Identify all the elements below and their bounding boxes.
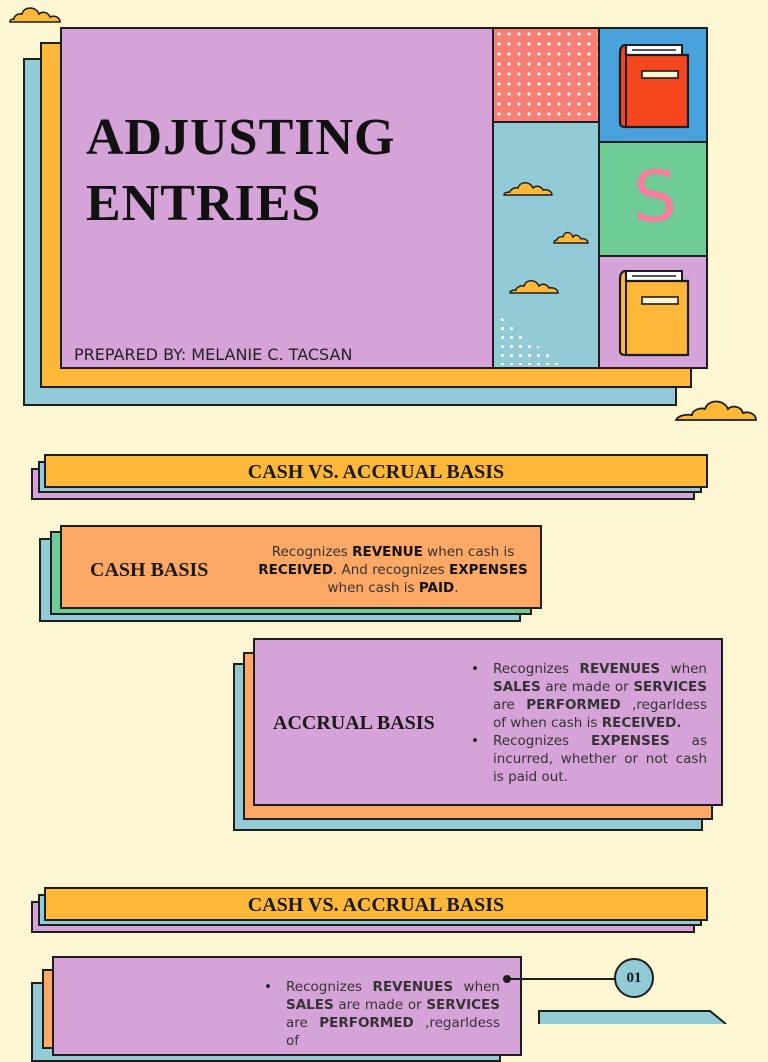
blue-tile — [598, 29, 708, 143]
page-title — [86, 105, 486, 237]
prepared-by: PREPARED BY: MELANIE C. TACSAN — [74, 345, 353, 364]
green-tile — [598, 143, 708, 257]
title-line-2: ENTRIES — [86, 175, 322, 232]
list-item: • Recognizes REVENUES when SALES are made or SERVICES are PERFORMED ,regarldess of when cash is RECEIVED. — [493, 660, 707, 732]
dot-corner-pattern — [498, 315, 562, 365]
book-icon — [618, 41, 692, 129]
step-arrow-shape — [538, 1010, 728, 1024]
step-badge — [614, 958, 654, 998]
letter-s-icon: S — [632, 156, 678, 238]
dot-pattern-panel — [492, 29, 598, 123]
title-card — [60, 27, 708, 369]
accrual-basis-card — [253, 638, 723, 806]
bottom-card — [52, 956, 522, 1056]
cash-basis-card — [60, 525, 542, 609]
cash-basis-description: Recognizes REVENUE when cash is RECEIVED. And recognizes EXPENSES when cash is PAID. — [258, 544, 528, 596]
section-banner-2: CASH VS. ACCRUAL BASIS — [44, 887, 708, 921]
cash-basis-title: CASH BASIS — [90, 559, 209, 581]
cloud-icon — [8, 4, 62, 24]
list-item: • Recognizes REVENUES when SALES are made or SERVICES are PERFORMED ,regarldess of — [286, 978, 500, 1050]
section-banner-1: CASH VS. ACCRUAL BASIS — [44, 454, 708, 488]
step-badge-number: 01 — [626, 970, 642, 986]
connector-line — [510, 978, 616, 980]
bottom-card-bullets — [264, 978, 500, 1050]
accrual-basis-title: ACCRUAL BASIS — [273, 712, 435, 734]
purple-tile — [598, 257, 708, 369]
title-line-1: ADJUSTING — [86, 109, 396, 166]
sky-panel — [492, 123, 598, 369]
cloud-icon — [674, 396, 758, 422]
list-item: • Recognizes EXPENSES as incurred, whether or not cash is paid out. — [493, 732, 707, 786]
cloud-icon — [502, 179, 554, 197]
cloud-icon — [508, 277, 560, 295]
book-icon — [618, 267, 692, 357]
cloud-icon — [552, 229, 590, 245]
accrual-basis-bullets — [471, 660, 707, 786]
